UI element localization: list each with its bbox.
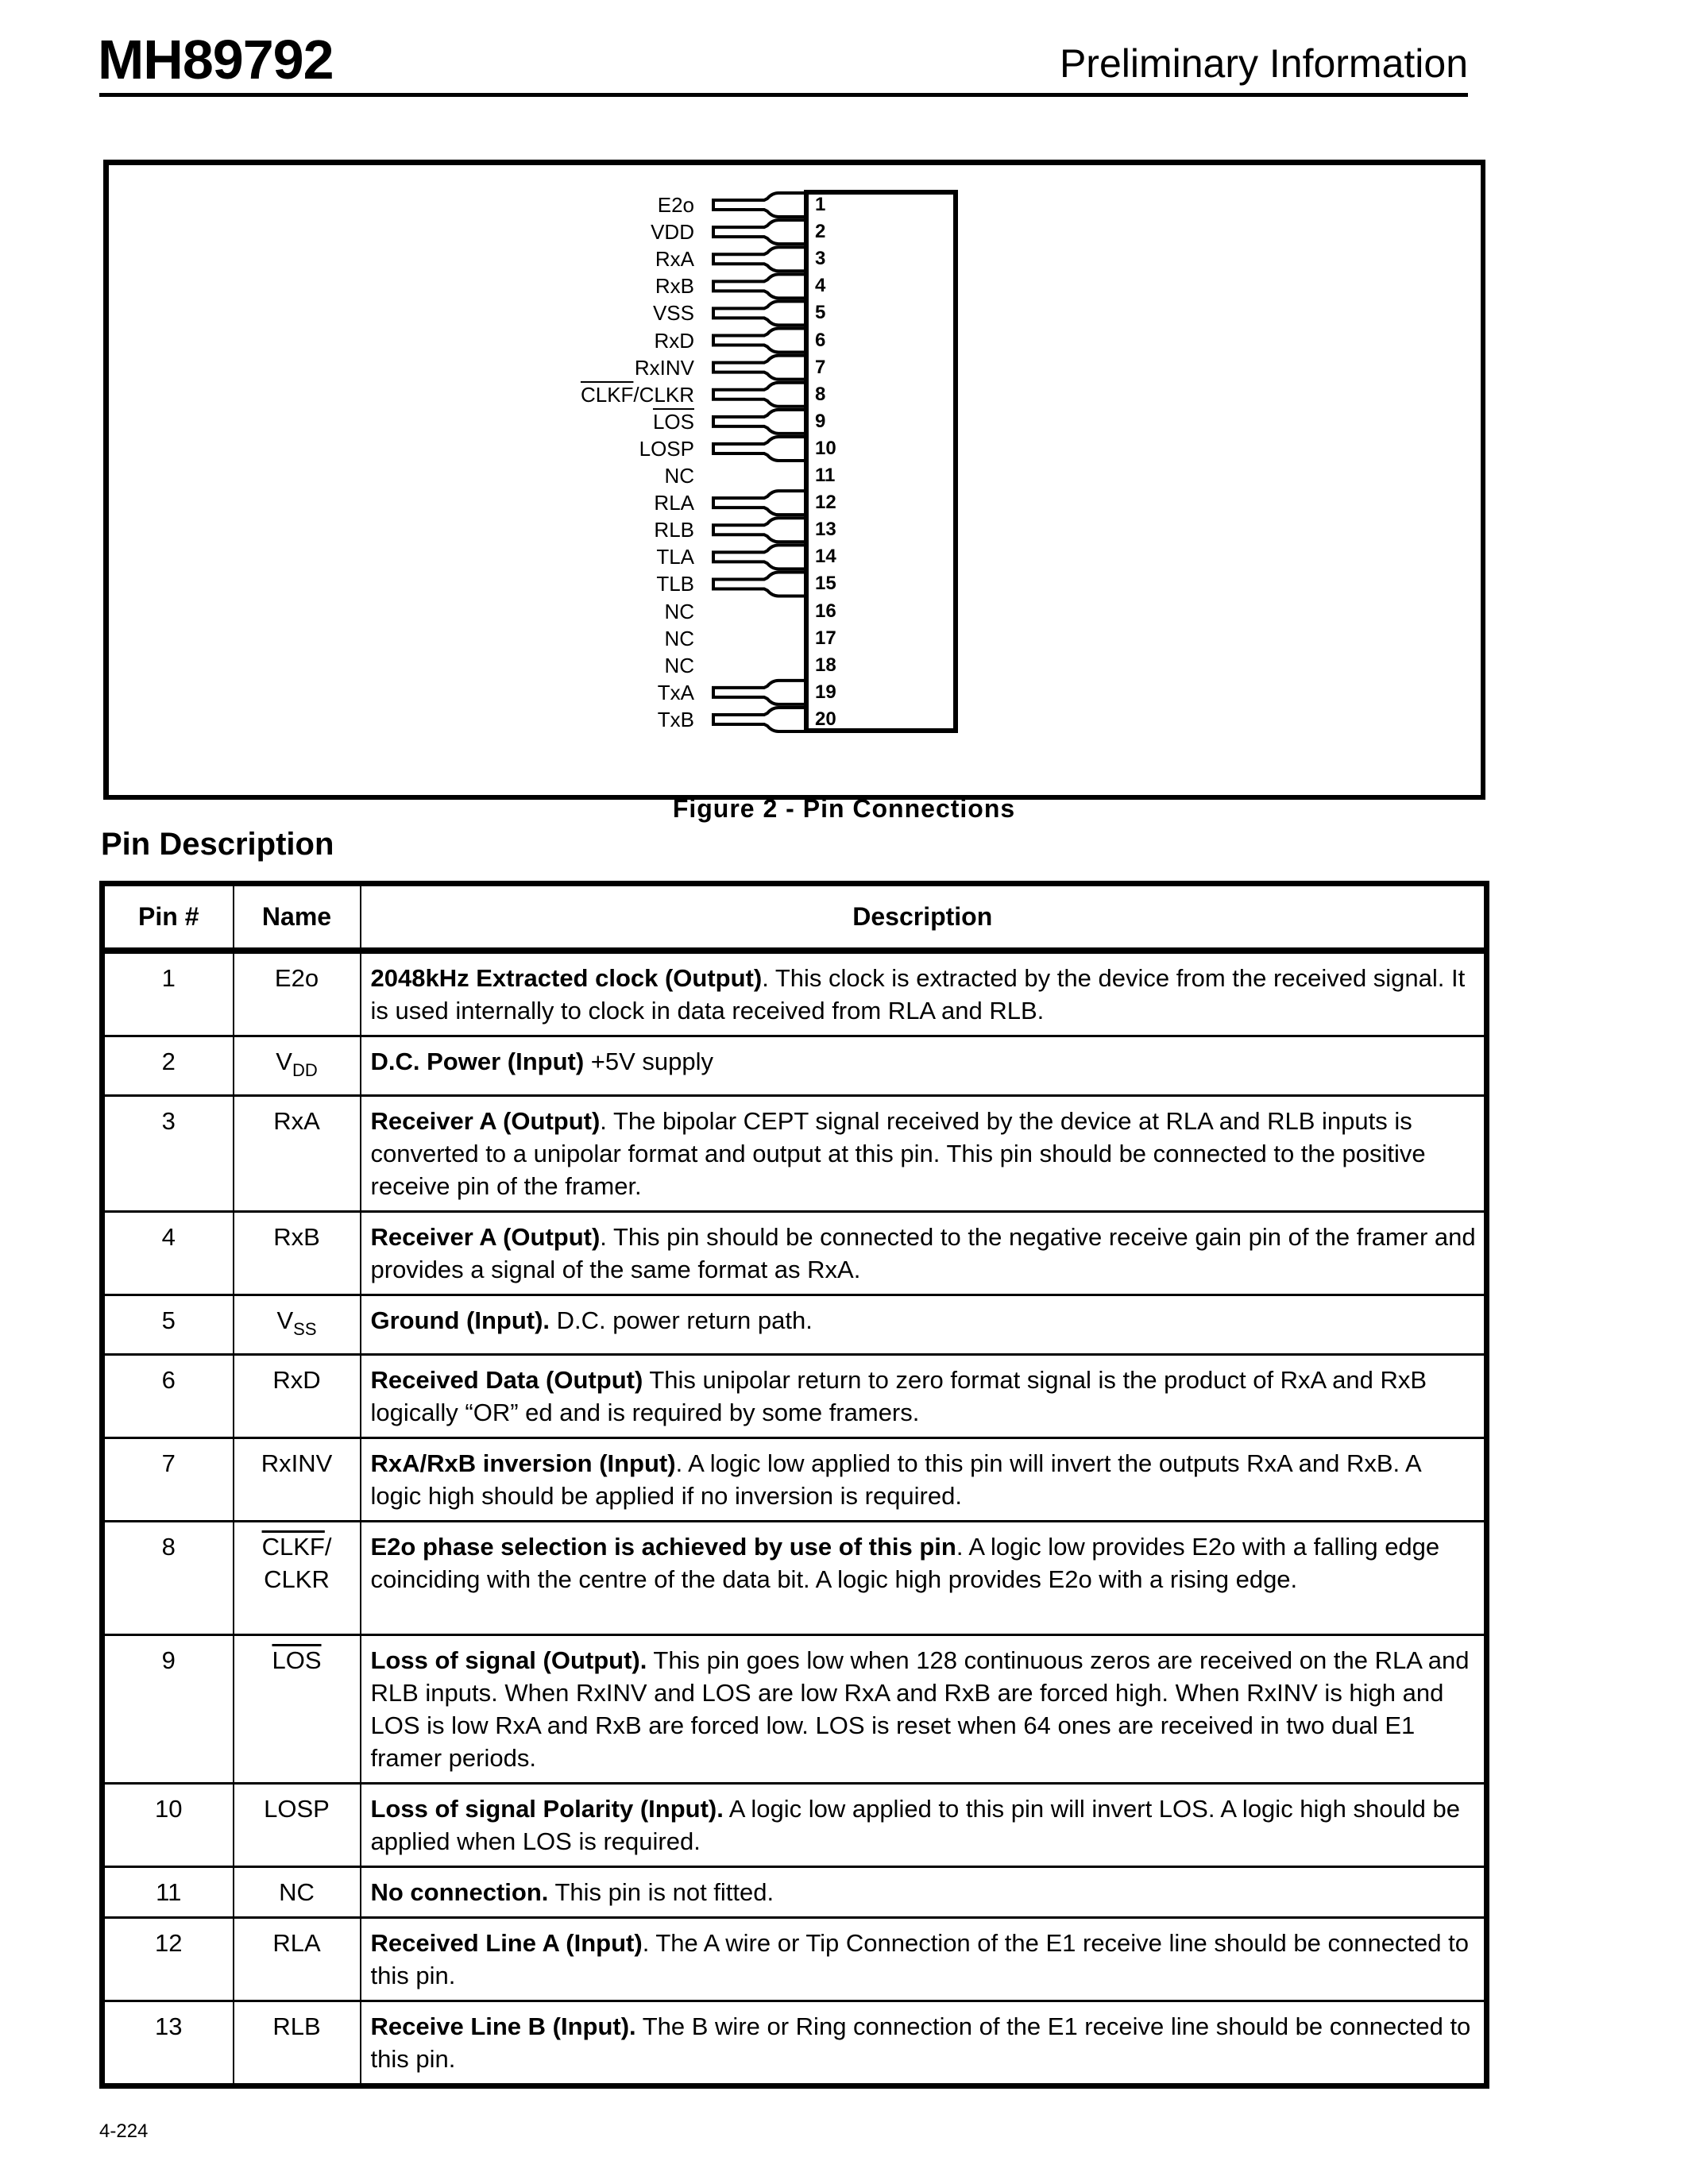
pin-name-cell — [234, 1096, 361, 1212]
pin-name: NC — [279, 1878, 315, 1906]
pin-number: 12 — [815, 492, 836, 514]
description-title: RxA/RxB inversion (Input) — [370, 1449, 676, 1477]
pin-number-cell: 7 — [102, 1438, 234, 1522]
table-row — [102, 1355, 1487, 1438]
description-text: This unipolar return to zero format signal is the product of RxA and RxB logically “OR” ed and is required by some framers. — [370, 1366, 1427, 1426]
pin-name-subscript: DD — [292, 1060, 318, 1080]
pin-name-cell — [234, 2001, 361, 2086]
pin-label: RxB — [655, 274, 694, 299]
header-rule — [99, 93, 1468, 97]
pin-description-cell — [361, 1635, 1487, 1784]
pin-label: $\overline{LOS}$ — [652, 409, 694, 434]
pin-number: 7 — [815, 356, 826, 378]
pin-number: 11 — [815, 465, 836, 487]
pin-description-cell — [361, 1918, 1487, 2001]
part-number-title: MH89792 — [98, 29, 334, 91]
pin-description-table — [99, 881, 1489, 2089]
description-text: . A logic low provides E2o with a falling edge coinciding with the centre of the data bit. A logic high provides E2o with a rising edge. — [370, 1533, 1440, 1593]
table-row — [102, 1867, 1487, 1918]
pin-name: RxA — [273, 1107, 320, 1135]
column-header-description: Description — [361, 884, 1487, 951]
description-title: Receive Line B (Input). — [370, 2012, 636, 2040]
pin-number-cell: 10 — [102, 1784, 234, 1867]
pin-name-cell — [234, 1355, 361, 1438]
pin-name-cell — [234, 1212, 361, 1295]
description-title: Loss of signal Polarity (Input). — [370, 1795, 724, 1823]
pin-label: NC — [664, 599, 694, 623]
pin-name-cell — [234, 1295, 361, 1355]
section-title: Pin Description — [101, 827, 334, 862]
table-header-row — [102, 884, 1487, 951]
pin-number-cell: 1 — [102, 951, 234, 1036]
pin-number-cell: 4 — [102, 1212, 234, 1295]
table-row — [102, 1438, 1487, 1522]
pin-label: LOSP — [639, 436, 694, 461]
pin-number: 4 — [815, 275, 826, 297]
pin-description-cell — [361, 1036, 1487, 1096]
pin-name: V — [276, 1048, 292, 1075]
description-text: . The A wire or Tip Connection of the E1 receive line should be connected to this pin. — [370, 1929, 1469, 1989]
pin-label: RxD — [654, 328, 694, 353]
pin-description-cell — [361, 1212, 1487, 1295]
description-text: +5V supply — [584, 1048, 714, 1075]
pin-number: 2 — [815, 221, 826, 243]
description-text: . This clock is extracted by the device from the received signal. It is used internally to clock in data received from RLA and RLB. — [370, 964, 1466, 1024]
pin-description-cell — [361, 1522, 1487, 1635]
pin-description-cell — [361, 1438, 1487, 1522]
table-row — [102, 1036, 1487, 1096]
table-body — [102, 951, 1487, 2086]
table-row — [102, 1295, 1487, 1355]
description-text: This pin is not fitted. — [548, 1878, 774, 1906]
pin-name: RxD — [272, 1366, 321, 1394]
pin-label: TLB — [656, 572, 694, 596]
pin-number-cell: 8 — [102, 1522, 234, 1635]
pin-number: 19 — [815, 681, 836, 703]
description-text: The B wire or Ring connection of the E1 receive line should be connected to this pin. — [370, 2012, 1471, 2073]
pin-number: 20 — [815, 708, 836, 730]
pin-label: E2o — [657, 193, 694, 217]
pin-name-cell — [234, 951, 361, 1036]
pin-number: 13 — [815, 519, 836, 541]
pin-name: RxINV — [261, 1449, 333, 1477]
figure-frame — [103, 160, 1485, 800]
pin-label: TxA — [657, 680, 694, 704]
table-row — [102, 1635, 1487, 1784]
pin-description-cell — [361, 2001, 1487, 2086]
table-row — [102, 1918, 1487, 2001]
pin-name: E2o — [274, 964, 319, 992]
pin-label: TxB — [657, 708, 694, 731]
page-number: 4-224 — [99, 2120, 149, 2142]
pin-description-cell — [361, 1096, 1487, 1212]
pin-name: CLKF/ CLKR — [261, 1533, 332, 1593]
figure-caption: Figure 2 - Pin Connections — [672, 794, 1016, 823]
pin-name-subscript: SS — [293, 1319, 317, 1339]
pin-name: RLB — [272, 2012, 321, 2040]
pin-name-cell — [234, 1438, 361, 1522]
pin-number: 17 — [815, 627, 836, 649]
description-text: . This pin should be connected to the negative receive gain pin of the framer and provides a signal of the same format as RxA. — [370, 1223, 1476, 1283]
pin-label: TLA — [656, 545, 694, 569]
document-status: Preliminary Information — [1059, 41, 1468, 86]
pin-name-cell — [234, 1918, 361, 2001]
description-title: D.C. Power (Input) — [370, 1048, 585, 1075]
pin-name-cell — [234, 1867, 361, 1918]
table-row — [102, 1784, 1487, 1867]
pin-number: 18 — [815, 654, 836, 676]
table-row — [102, 1096, 1487, 1212]
pin-number-cell: 2 — [102, 1036, 234, 1096]
pin-name-cell — [234, 1036, 361, 1096]
description-text: D.C. power return path. — [550, 1306, 813, 1334]
pin-number-cell: 3 — [102, 1096, 234, 1212]
pin-label: RLB — [654, 518, 694, 542]
description-text: This pin goes low when 128 continuous zeros are received on the RLA and RLB inputs. When RxINV and LOS are low RxA and RxB are forced high. When RxINV is high and LOS is low RxA and RxB are forced low. LOS is reset when 64 ones are received in two dual E1 framer periods. — [370, 1646, 1470, 1772]
pin-label: NC — [664, 464, 694, 488]
pin-label: NC — [664, 653, 694, 677]
description-title: Receiver A (Output) — [370, 1223, 601, 1251]
pin-number-cell: 9 — [102, 1635, 234, 1784]
table-row — [102, 2001, 1487, 2086]
pin-label: VSS — [652, 301, 694, 326]
table-row — [102, 1212, 1487, 1295]
pin-name: RLA — [272, 1929, 321, 1957]
description-title: Ground (Input). — [370, 1306, 550, 1334]
pin-name-cell — [234, 1522, 361, 1635]
table-row — [102, 1522, 1487, 1635]
pin-number: 14 — [815, 546, 836, 568]
pin-number: 8 — [815, 383, 826, 405]
description-title: Receiver A (Output) — [370, 1107, 601, 1135]
pin-description-cell — [361, 1355, 1487, 1438]
pin-number: 6 — [815, 329, 826, 351]
pin-number: 9 — [815, 410, 826, 432]
pin-number-cell: 11 — [102, 1867, 234, 1918]
pin-name-cell — [234, 1635, 361, 1784]
pin-name: V — [276, 1306, 294, 1334]
pin-label: RxINV — [634, 355, 694, 380]
column-header-name: Name — [234, 884, 361, 951]
description-title: Loss of signal (Output). — [370, 1646, 647, 1674]
pin-label: RxA — [655, 247, 694, 272]
pin-number: 15 — [815, 573, 836, 595]
description-title: E2o phase selection is achieved by use of this pin — [370, 1533, 956, 1561]
description-title: Received Line A (Input) — [370, 1929, 643, 1957]
pin-label: NC — [664, 626, 694, 650]
pin-number: 3 — [815, 248, 826, 270]
pin-label: RLA — [654, 491, 694, 515]
pin-number-cell: 6 — [102, 1355, 234, 1438]
pin-number: 5 — [815, 302, 826, 324]
pin-number-cell: 5 — [102, 1295, 234, 1355]
description-title: 2048kHz Extracted clock (Output) — [370, 964, 763, 992]
description-text: A logic low applied to this pin will invert LOS. A logic high should be applied when LOS is required. — [370, 1795, 1460, 1855]
description-title: Received Data (Output) — [370, 1366, 643, 1394]
pin-name-cell — [234, 1784, 361, 1867]
description-text: . The bipolar CEPT signal received by the device at RLA and RLB inputs is converted to a unipolar format and output at this pin. This pin should be connected to the positive receive pin of the framer. — [370, 1107, 1426, 1200]
pin-name: RxB — [273, 1223, 320, 1251]
column-header-pin: Pin # — [102, 884, 234, 951]
description-title: No connection. — [370, 1878, 549, 1906]
pin-label: CLKF/CLKR — [580, 382, 694, 407]
pin-name: $\overline{LOS}$ — [272, 1646, 322, 1674]
pin-number: 10 — [815, 437, 836, 459]
pin-label: VDD — [651, 220, 694, 245]
pin-description-cell — [361, 1867, 1487, 1918]
pin-number: 16 — [815, 600, 836, 622]
pin-description-cell — [361, 1784, 1487, 1867]
table-row — [102, 951, 1487, 1036]
pin-description-cell — [361, 1295, 1487, 1355]
pin-number: 1 — [815, 194, 826, 215]
pin-number-cell: 13 — [102, 2001, 234, 2086]
description-text: . A logic low applied to this pin will invert the outputs RxA and RxB. A logic high should be applied if no inversion is required. — [370, 1449, 1421, 1510]
pin-number-cell: 12 — [102, 1918, 234, 2001]
pin-name: LOSP — [264, 1795, 330, 1823]
pin-description-cell — [361, 951, 1487, 1036]
